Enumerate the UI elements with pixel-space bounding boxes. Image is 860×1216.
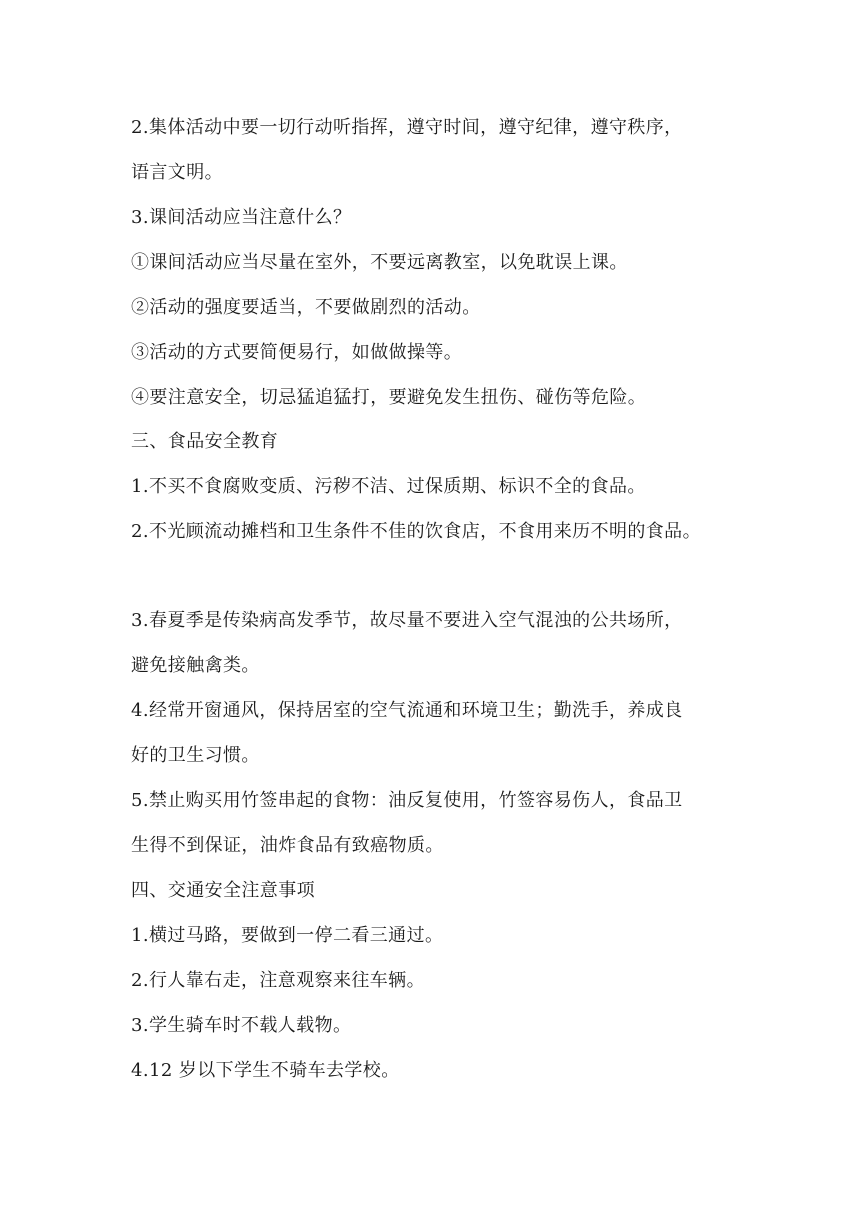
list-item: 3.学生骑车时不载人载物。: [131, 1015, 352, 1036]
list-item: ①课间活动应当尽量在室外，不要远离教室，以免耽误上课。: [131, 252, 628, 273]
section-heading: 三、食品安全教育: [131, 431, 279, 452]
list-item: 4.12 岁以下学生不骑车去学校。: [131, 1060, 400, 1081]
list-item: 1.横过马路，要做到一停二看三通过。: [131, 925, 444, 946]
list-item: 5.禁止购买用竹签串起的食物：油反复使用，竹签容易伤人，食品卫: [131, 790, 683, 811]
list-item: ④要注意安全，切忌猛追猛打，要避免发生扭伤、碰伤等危险。: [131, 387, 647, 408]
list-item: 2.不光顾流动摊档和卫生条件不佳的饮食店，不食用来历不明的食品。: [131, 521, 701, 542]
list-item: 1.不买不食腐败变质、污秽不洁、过保质期、标识不全的食品。: [131, 476, 646, 497]
section-heading: 四、交通安全注意事项: [131, 880, 315, 901]
list-item: 2.行人靠右走，注意观察来往车辆。: [131, 970, 425, 991]
text-line: 避免接触禽类。: [131, 655, 260, 676]
text-line: 好的卫生习惯。: [131, 745, 260, 766]
list-item: 3.春夏季是传染病高发季节，故尽量不要进入空气混浊的公共场所，: [131, 610, 683, 631]
text-line: 语言文明。: [131, 162, 223, 183]
list-item: ③活动的方式要简便易行，如做做操等。: [131, 342, 463, 363]
text-line: 2.集体活动中要一切行动听指挥，遵守时间，遵守纪律，遵守秩序，: [131, 117, 683, 138]
question-heading: 3.课间活动应当注意什么？: [131, 207, 352, 228]
text-line: 生得不到保证，油炸食品有致癌物质。: [131, 835, 444, 856]
list-item: ②活动的强度要适当，不要做剧烈的活动。: [131, 297, 481, 318]
list-item: 4.经常开窗通风，保持居室的空气流通和环境卫生；勤洗手，养成良: [131, 700, 683, 721]
